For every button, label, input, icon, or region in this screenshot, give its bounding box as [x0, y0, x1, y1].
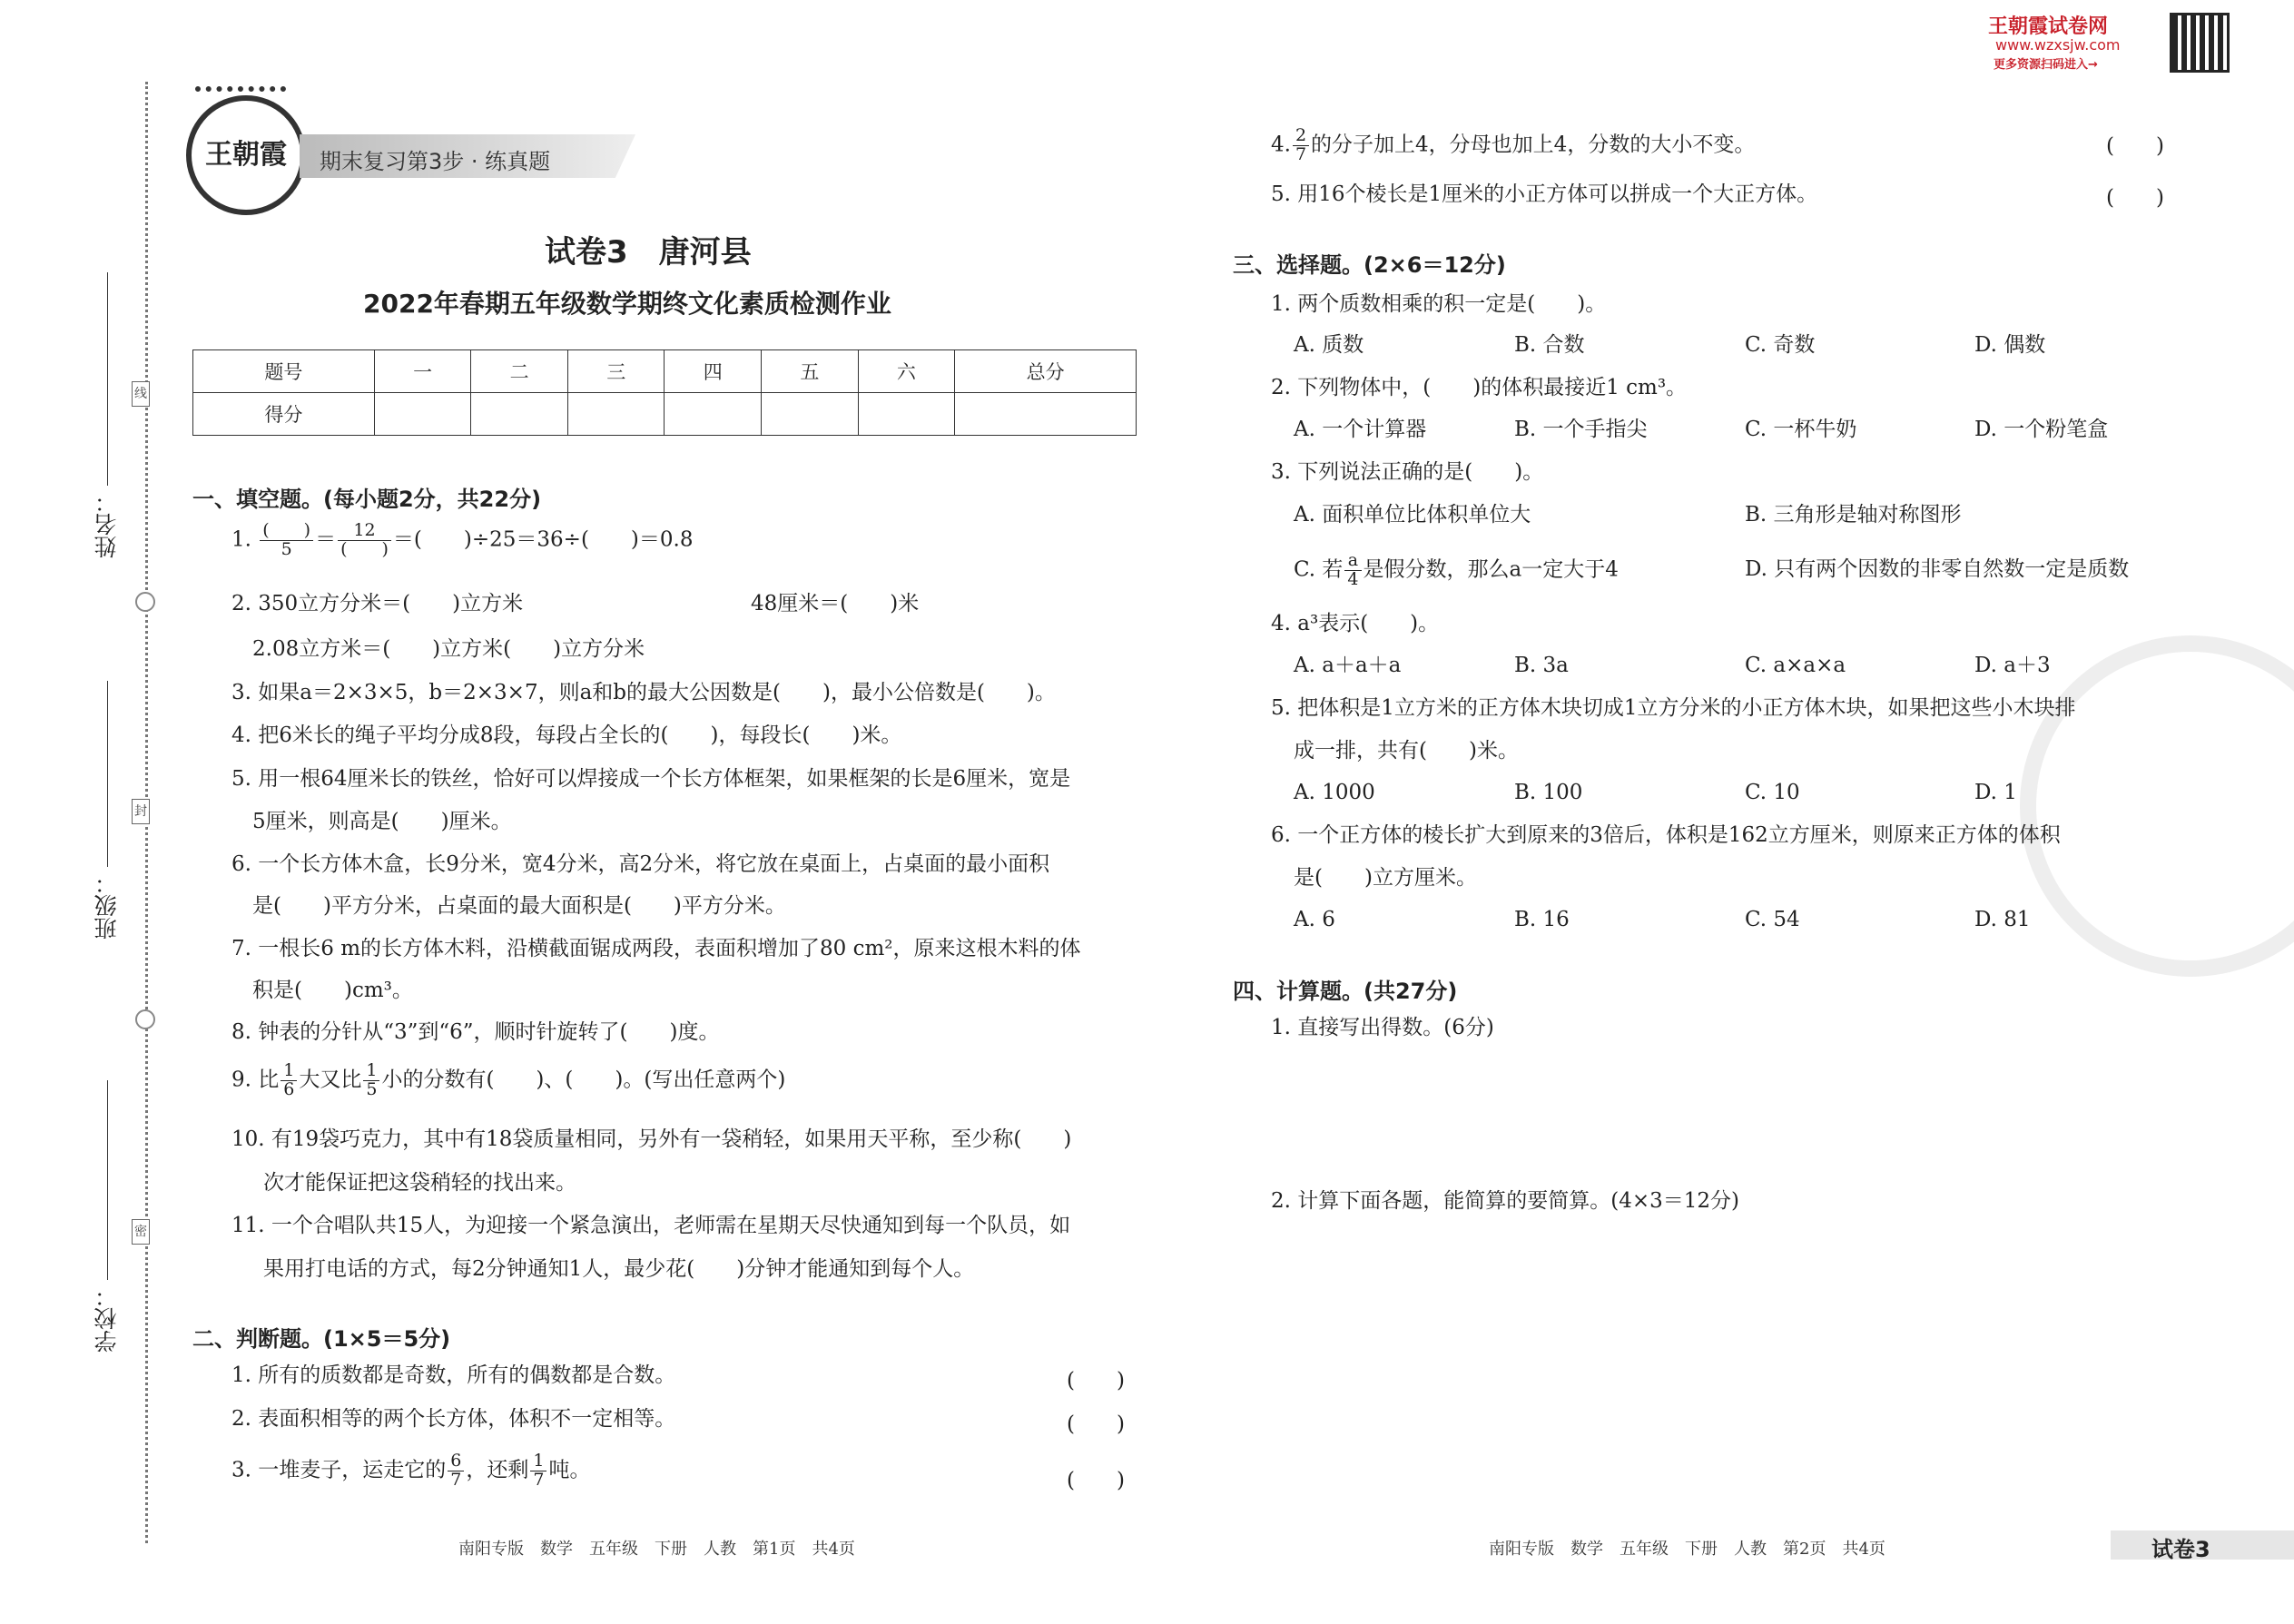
fraction — [281, 1062, 297, 1099]
s3-q1-option-d[interactable]: D. 偶数 — [1974, 333, 2046, 357]
score-header: 四 — [665, 350, 762, 393]
numerator[interactable]: ( ) — [260, 522, 313, 541]
fraction — [363, 1062, 379, 1099]
answer-paren[interactable]: ( ) — [1067, 1412, 1125, 1436]
score-cell[interactable] — [471, 393, 568, 436]
denominator: 6 — [283, 1078, 295, 1099]
side-mark-line: 线 — [132, 381, 150, 407]
section-4-title: 四、计算题。(共27分) — [1233, 979, 1458, 1004]
s3-q1-option-b[interactable]: B. 合数 — [1514, 333, 1585, 357]
score-header: 题号 — [193, 350, 375, 393]
denominator: 4 — [1347, 568, 1359, 589]
s3-q5a: 5. 把体积是1立方米的正方体木块切成1立方分米的小正方体木块，如果把这些小木块排 — [1271, 696, 2076, 720]
numerator: 1 — [530, 1452, 546, 1471]
s1-q11b: 果用打电话的方式，每2分钟通知1人，最少花( )分钟才能通知到每个人。 — [263, 1257, 975, 1281]
class-label: 班级： — [94, 871, 120, 940]
numerator: a — [1344, 552, 1361, 571]
score-cell[interactable] — [567, 393, 665, 436]
name-field[interactable] — [107, 272, 108, 486]
s3-q5-option-d[interactable]: D. 1 — [1974, 781, 2017, 804]
s1-q11a: 11. 一个合唱队共15人，为迎接一个紧急演出，老师需在星期天尽快通知到每一个队员，如 — [231, 1214, 1071, 1237]
s3-q5-option-b[interactable]: B. 100 — [1514, 781, 1583, 804]
side-mark-secret: 密 — [132, 1219, 150, 1245]
s1-q2a: 2. 350立方分米＝( )立方米 — [231, 592, 524, 615]
s2-q2: 2. 表面积相等的两个长方体，体积不一定相等。 — [231, 1407, 676, 1431]
footer-left: 南阳专版 数学 五年级 下册 人教 第1页 共4页 — [458, 1540, 855, 1559]
q-text: 的分子加上4，分母也加上4，分数的大小不变。 — [1311, 133, 1756, 157]
school-label: 学校： — [94, 1284, 120, 1353]
denominator: 5 — [281, 538, 292, 559]
s3-q3-option-c[interactable] — [1294, 552, 1619, 589]
score-table-row — [193, 393, 1137, 436]
s3-q2-option-b[interactable]: B. 一个手指尖 — [1514, 418, 1648, 441]
page-subtitle: 2022年春期五年级数学期终文化素质检测作业 — [363, 289, 891, 319]
step-banner-text: 期末复习第3步 · 练真题 — [320, 149, 551, 174]
s2-q1: 1. 所有的质数都是奇数，所有的偶数都是合数。 — [231, 1363, 676, 1387]
s3-q4-option-d[interactable]: D. a＋3 — [1974, 654, 2051, 677]
s1-q9 — [231, 1062, 785, 1099]
s3-q3-option-a[interactable]: A. 面积单位比体积单位大 — [1294, 503, 1531, 527]
s1-q2c: 2.08立方米＝( )立方米( )立方分米 — [252, 637, 645, 661]
denominator[interactable]: ( ) — [340, 538, 389, 559]
s3-q2: 2. 下列物体中，( )的体积最接近1 cm³。 — [1271, 376, 1688, 399]
fraction — [448, 1452, 464, 1490]
answer-paren[interactable]: ( ) — [1067, 1469, 1125, 1492]
score-table-header-row — [193, 350, 1137, 393]
s3-q5-option-a[interactable]: A. 1000 — [1294, 781, 1375, 804]
s1-q5b: 5厘米，则高是( )厘米。 — [252, 810, 512, 833]
s3-q4-option-a[interactable]: A. a＋a＋a — [1294, 654, 1402, 677]
s3-q6a: 6. 一个正方体的棱长扩大到原来的3倍后，体积是162立方厘米，则原来正方体的体积 — [1271, 823, 2061, 847]
s2-q3 — [231, 1452, 590, 1490]
numerator: 2 — [1293, 127, 1309, 146]
s1-q4: 4. 把6米长的绳子平均分成8段，每段占全长的( )，每段长( )米。 — [231, 723, 902, 747]
s2-q4 — [1271, 127, 1755, 164]
s3-q2-option-c[interactable]: C. 一杯牛奶 — [1745, 418, 1857, 441]
score-header: 二 — [471, 350, 568, 393]
denominator: 7 — [533, 1469, 545, 1490]
s3-q2-option-d[interactable]: D. 一个粉笔盒 — [1974, 418, 2109, 441]
s3-q2-option-a[interactable]: A. 一个计算器 — [1294, 418, 1427, 441]
q-text: 3. 一堆麦子，运走它的 — [231, 1458, 447, 1482]
s1-q8: 8. 钟表的分针从“3”到“6”，顺时针旋转了( )度。 — [231, 1020, 720, 1044]
fraction — [1344, 552, 1361, 589]
numerator: 1 — [281, 1062, 297, 1081]
qr-code-icon[interactable] — [2170, 13, 2230, 73]
s2-q5: 5. 用16个棱长是1厘米的小正方体可以拼成一个大正方体。 — [1271, 182, 1818, 206]
brand-logo — [186, 95, 306, 215]
s3-q6-option-a[interactable]: A. 6 — [1294, 908, 1335, 931]
s3-q5b: 成一排，共有( )米。 — [1294, 739, 1519, 763]
s3-q1: 1. 两个质数相乘的积一定是( )。 — [1271, 292, 1607, 316]
answer-paren[interactable]: ( ) — [2106, 134, 2164, 158]
s3-q5-option-c[interactable]: C. 10 — [1745, 781, 1800, 804]
s3-q4-option-c[interactable]: C. a×a×a — [1745, 654, 1846, 677]
s1-q1: 1. ( ) 5 ＝ 12 ( ) ＝( )÷25＝36÷( )＝0.8 — [231, 520, 694, 559]
s1-q7b: 积是( )cm³。 — [252, 979, 413, 1002]
s3-q1-option-c[interactable]: C. 奇数 — [1745, 333, 1816, 357]
denominator: 7 — [1295, 143, 1307, 164]
binding-hole-icon — [135, 1009, 155, 1029]
score-cell[interactable] — [665, 393, 762, 436]
denominator: 5 — [366, 1078, 378, 1099]
site-url[interactable]: www.wzxsjw.com — [1995, 36, 2121, 54]
logo-text: 王朝霞 — [205, 139, 287, 171]
binding-hole-icon — [135, 592, 155, 612]
score-row-label: 得分 — [193, 393, 375, 436]
answer-paren[interactable]: ( ) — [2106, 186, 2164, 210]
page-title: 试卷3 唐河县 — [545, 234, 752, 271]
q-text: 是假分数，那么a一定大于4 — [1363, 557, 1619, 582]
score-cell[interactable] — [762, 393, 859, 436]
s1-q3: 3. 如果a＝2×3×5，b＝2×3×7，则a和b的最大公因数是( )，最小公倍数是( )。 — [231, 681, 1056, 704]
score-cell[interactable] — [858, 393, 955, 436]
q-number: 1. — [231, 527, 251, 552]
q-text: 大又比 — [299, 1068, 362, 1092]
s3-q4-option-b[interactable]: B. 3a — [1514, 654, 1569, 677]
score-cell[interactable] — [955, 393, 1137, 436]
s1-q7a: 7. 一根长6 m的长方体木料，沿横截面锯成两段，表面积增加了80 cm²，原来这根木料的体 — [231, 937, 1081, 960]
s3-q6-option-b[interactable]: B. 16 — [1514, 908, 1570, 931]
s4-part1: 1. 直接写出得数。(6分) — [1271, 1016, 1494, 1039]
crown-icon — [195, 86, 286, 108]
fraction — [530, 1452, 546, 1490]
s3-q3: 3. 下列说法正确的是( )。 — [1271, 460, 1544, 484]
s1-q6b: 是( )平方分米，占桌面的最大面积是( )平方分米。 — [252, 894, 786, 918]
footer-paper-tag: 试卷3 — [2151, 1537, 2210, 1562]
footer-right: 南阳专版 数学 五年级 下册 人教 第2页 共4页 — [1489, 1540, 1885, 1559]
numerator: 6 — [448, 1452, 464, 1471]
score-header: 六 — [858, 350, 955, 393]
q-text: ＝( )÷25＝36÷( )＝0.8 — [392, 527, 694, 552]
s3-q6-option-c[interactable]: C. 54 — [1745, 908, 1800, 931]
s3-q6b: 是( )立方厘米。 — [1294, 866, 1477, 890]
class-field[interactable] — [107, 681, 108, 867]
fraction — [260, 522, 313, 559]
s1-q5a: 5. 用一根64厘米长的铁丝，恰好可以焊接成一个长方体框架，如果框架的长是6厘米，宽是 — [231, 767, 1071, 791]
s1-q10b: 次才能保证把这袋稍轻的找出来。 — [263, 1171, 576, 1195]
q-text: 9. 比 — [231, 1068, 280, 1092]
denominator: 7 — [450, 1469, 462, 1490]
s3-q1-option-a[interactable]: A. 质数 — [1294, 333, 1364, 357]
numerator: 12 — [338, 522, 391, 541]
s3-q3-option-d[interactable]: D. 只有两个因数的非零自然数一定是质数 — [1745, 557, 2130, 581]
name-label: 姓名： — [94, 490, 120, 558]
score-header: 三 — [567, 350, 665, 393]
score-header: 总分 — [955, 350, 1137, 393]
fraction — [1293, 127, 1309, 164]
score-header: 一 — [374, 350, 471, 393]
s1-q10a: 10. 有19袋巧克力，其中有18袋质量相同，另外有一袋稍轻，如果用天平称，至少称( ) — [231, 1127, 1072, 1151]
q-text: 吨。 — [548, 1458, 591, 1482]
q-text: C. 若 — [1294, 557, 1344, 582]
s1-q6a: 6. 一个长方体木盒，长9分米，宽4分米，高2分米，将它放在桌面上，占桌面的最小面积 — [231, 852, 1050, 876]
score-cell[interactable] — [374, 393, 471, 436]
s3-q3-option-b[interactable]: B. 三角形是轴对称图形 — [1745, 503, 1962, 527]
score-table — [192, 349, 1137, 436]
site-brand: 王朝霞试卷网 — [1988, 15, 2109, 38]
section-1-title: 一、填空题。(每小题2分，共22分) — [192, 487, 542, 512]
q-text: 小的分数有( )、( )。(写出任意两个) — [381, 1068, 786, 1092]
school-field[interactable] — [107, 1080, 108, 1280]
section-2-title: 二、判断题。(1×5＝5分) — [192, 1326, 451, 1352]
site-tip: 更多资源扫码进入→ — [1994, 58, 2098, 72]
fraction — [338, 522, 391, 559]
s3-q4: 4. a³表示( )。 — [1271, 612, 1440, 635]
answer-paren[interactable]: ( ) — [1067, 1369, 1125, 1393]
section-3-title: 三、选择题。(2×6＝12分) — [1233, 252, 1506, 278]
q-text: 4. — [1271, 133, 1291, 157]
side-mark-seal: 封 — [132, 799, 150, 824]
numerator: 1 — [363, 1062, 379, 1081]
s1-q2b: 48厘米＝( )米 — [751, 592, 920, 615]
score-header: 五 — [762, 350, 859, 393]
q-text: ，还剩 — [466, 1458, 529, 1482]
watermark-seal-icon — [2020, 635, 2294, 977]
s4-part2: 2. 计算下面各题，能简算的要简算。(4×3＝12分) — [1271, 1189, 1740, 1213]
s3-q6-option-d[interactable]: D. 81 — [1974, 908, 2031, 931]
